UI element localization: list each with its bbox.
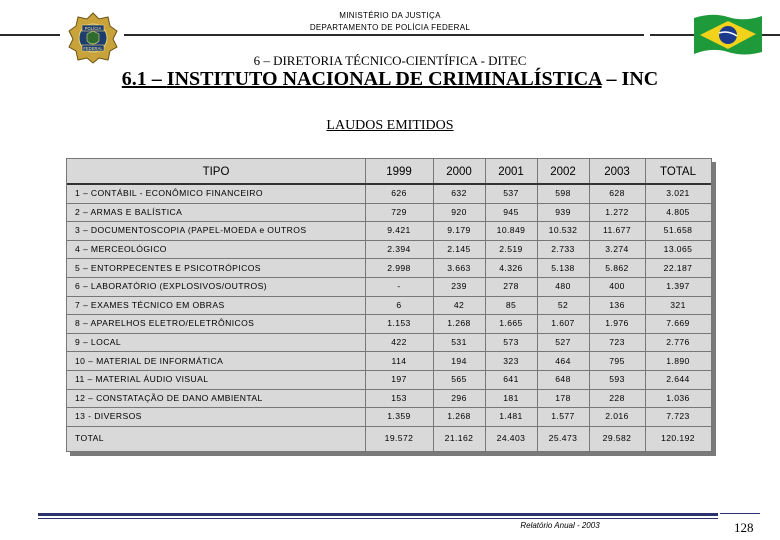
cell-value: 228	[609, 392, 625, 403]
badge-text-top: POLÍCIA	[84, 26, 102, 31]
row-label: 2 – ARMAS E BALÍSTICA	[75, 206, 183, 217]
cell-value: 22.187	[663, 262, 693, 273]
cell-value: 120.192	[661, 433, 695, 444]
cell-value: 7.669	[666, 318, 690, 329]
header-rule-center	[124, 34, 644, 36]
cell-value: 10.849	[496, 225, 526, 236]
table-row	[67, 203, 711, 222]
table-row	[67, 184, 711, 203]
row-divider	[67, 426, 711, 427]
row-divider	[67, 370, 711, 371]
row-label: 7 – EXAMES TÉCNICO EM OBRAS	[75, 299, 225, 310]
row-label: 10 – MATERIAL DE INFORMÁTICA	[75, 355, 224, 366]
cell-value: 648	[555, 374, 571, 385]
row-divider	[67, 314, 711, 315]
row-label: 12 – CONSTATAÇÃO DE DANO AMBIENTAL	[75, 392, 263, 403]
cell-value: 2.016	[605, 411, 629, 422]
cell-value: 2.733	[551, 244, 575, 255]
cell-value: 626	[391, 188, 407, 199]
cell-value: 25.473	[548, 433, 578, 444]
cell-value: 464	[555, 355, 571, 366]
cell-value: 723	[609, 337, 625, 348]
row-label: 9 – LOCAL	[75, 337, 122, 348]
cell-value: 527	[555, 337, 571, 348]
table-row	[67, 389, 711, 408]
cell-value: 9.179	[447, 225, 471, 236]
institute-number: 6.1 –	[121, 68, 167, 90]
directorate-title: 6 – DIRETORIA TÉCNICO-CIENTÍFICA - DITEC	[253, 53, 527, 68]
institute-suffix: – INC	[601, 68, 659, 90]
cell-value: 598	[555, 188, 571, 199]
institute-title	[0, 68, 780, 91]
row-label: 6 – LABORATÓRIO (EXPLOSIVOS/OUTROS)	[75, 281, 267, 292]
column-header: TIPO	[202, 165, 230, 178]
cell-value: 153	[391, 392, 407, 403]
cell-value: 24.403	[496, 433, 526, 444]
cell-value: 2.519	[499, 244, 523, 255]
cell-value: 29.582	[602, 433, 632, 444]
cell-value: 10.532	[548, 225, 578, 236]
table-row	[67, 370, 711, 389]
cell-value: 178	[555, 392, 571, 403]
cell-value: 52	[557, 299, 569, 310]
cell-value: 42	[453, 299, 465, 310]
cell-value: 4.326	[499, 262, 523, 273]
cell-value: 537	[503, 188, 519, 199]
cell-value: 1.481	[499, 411, 523, 422]
cell-value: 51.658	[663, 225, 693, 236]
row-divider	[67, 333, 711, 334]
cell-value: 632	[451, 188, 467, 199]
column-header: TOTAL	[660, 165, 696, 178]
cell-value: 2.776	[666, 337, 690, 348]
table-row	[67, 333, 711, 352]
header-rule-left	[0, 34, 60, 36]
cell-value: 641	[503, 374, 519, 385]
row-label: 8 – APARELHOS ELETRO/ELETRÔNICOS	[75, 318, 255, 329]
cell-value: 1.665	[499, 318, 523, 329]
table-row	[67, 351, 711, 370]
cell-value: 1.272	[605, 206, 629, 217]
row-divider	[67, 258, 711, 259]
section-title-text: LAUDOS EMITIDOS	[326, 118, 454, 133]
cell-value: 9.421	[387, 225, 411, 236]
cell-value: 7.723	[666, 411, 690, 422]
cell-value: 593	[609, 374, 625, 385]
cell-value: 3.663	[447, 262, 471, 273]
row-label: 3 – DOCUMENTOSCOPIA (PAPEL-MOEDA e OUTROS	[75, 225, 307, 236]
row-label: 11 – MATERIAL ÁUDIO VISUAL	[75, 374, 209, 385]
table-row	[67, 407, 711, 426]
row-divider	[67, 203, 711, 204]
cell-value: 1.359	[387, 411, 411, 422]
row-divider	[67, 407, 711, 408]
table-row	[67, 221, 711, 240]
table-row	[67, 296, 711, 315]
cell-value: 3.021	[666, 188, 690, 199]
row-divider	[67, 183, 711, 185]
page-number: 128	[734, 520, 754, 535]
cell-value: 1.577	[551, 411, 575, 422]
column-header: 1999	[386, 165, 412, 178]
section-title	[0, 118, 780, 134]
header-titles	[0, 10, 780, 34]
cell-value: 573	[503, 337, 519, 348]
cell-value: 5.862	[605, 262, 629, 273]
row-label: TOTAL	[75, 433, 104, 444]
table-row	[67, 277, 711, 296]
cell-value: 3.274	[605, 244, 629, 255]
cell-value: 1.153	[387, 318, 411, 329]
cell-value: 945	[503, 206, 519, 217]
column-header: 2003	[604, 165, 630, 178]
row-label: 13 - DIVERSOS	[75, 411, 142, 422]
cell-value: 85	[505, 299, 517, 310]
table-row	[67, 258, 711, 277]
row-label: 1 – CONTÁBIL - ECONÔMICO FINANCEIRO	[75, 188, 263, 199]
cell-value: 5.138	[551, 262, 575, 273]
cell-value: 6	[396, 299, 402, 310]
cell-value: 1.607	[551, 318, 575, 329]
cell-value: 181	[503, 392, 519, 403]
ministry-title: MINISTÉRIO DA JUSTIÇA	[339, 11, 441, 20]
row-divider	[67, 389, 711, 390]
cell-value: 2.394	[387, 244, 411, 255]
cell-value: 565	[451, 374, 467, 385]
table-row	[67, 314, 711, 333]
cell-value: 2.644	[666, 374, 690, 385]
cell-value: 11.677	[602, 225, 632, 236]
cell-value: 2.145	[447, 244, 471, 255]
cell-value: 239	[451, 281, 467, 292]
brazil-flag-icon	[692, 12, 764, 58]
department-title: DEPARTAMENTO DE POLÍCIA FEDERAL	[309, 23, 471, 32]
cell-value: 1.397	[666, 281, 690, 292]
row-divider	[67, 351, 711, 352]
row-divider	[67, 277, 711, 278]
cell-value: 194	[451, 355, 467, 366]
footer-rule-thick	[38, 513, 718, 516]
report-label: Relatório Anual - 2003	[520, 521, 600, 530]
cell-value: 296	[451, 392, 467, 403]
cell-value: 1.268	[447, 411, 471, 422]
laudos-table	[66, 158, 712, 452]
cell-value: 4.805	[666, 206, 690, 217]
table-header-row	[67, 159, 711, 184]
cell-value: 114	[391, 355, 407, 366]
cell-value: 321	[670, 299, 686, 310]
cell-value: 2.998	[387, 262, 411, 273]
table-row	[67, 240, 711, 259]
cell-value: 920	[451, 206, 467, 217]
cell-value: 531	[451, 337, 467, 348]
institute-name: INSTITUTO NACIONAL DE CRIMINALÍSTICA	[166, 68, 602, 90]
cell-value: 278	[503, 281, 519, 292]
footer-rule-thin	[38, 518, 718, 519]
row-divider	[67, 221, 711, 222]
cell-value: 1.976	[605, 318, 629, 329]
cell-value: 1.268	[447, 318, 471, 329]
row-divider	[67, 296, 711, 297]
cell-value: 480	[555, 281, 571, 292]
cell-value: 1.890	[666, 355, 690, 366]
row-divider	[67, 240, 711, 241]
cell-value: 323	[503, 355, 519, 366]
cell-value: 400	[609, 281, 625, 292]
cell-value: 21.162	[444, 433, 474, 444]
row-label: 5 – ENTORPECENTES E PSICOTRÓPICOS	[75, 262, 261, 273]
cell-value: 422	[391, 337, 407, 348]
cell-value: 729	[391, 206, 407, 217]
table-total-row	[67, 426, 711, 451]
column-header: 2000	[446, 165, 472, 178]
cell-value: 197	[391, 374, 407, 385]
column-header: 2001	[498, 165, 524, 178]
cell-value: 628	[609, 188, 625, 199]
cell-value: 939	[555, 206, 571, 217]
footer-rule-right	[720, 513, 760, 514]
cell-value: 1.036	[666, 392, 690, 403]
row-label: 4 – MERCEOLÓGICO	[75, 244, 167, 255]
cell-value: -	[397, 281, 401, 292]
badge-text-bottom: FEDERAL	[83, 46, 103, 51]
cell-value: 795	[609, 355, 625, 366]
column-header: 2002	[550, 165, 576, 178]
cell-value: 136	[609, 299, 625, 310]
cell-value: 19.572	[384, 433, 414, 444]
cell-value: 13.065	[663, 244, 693, 255]
